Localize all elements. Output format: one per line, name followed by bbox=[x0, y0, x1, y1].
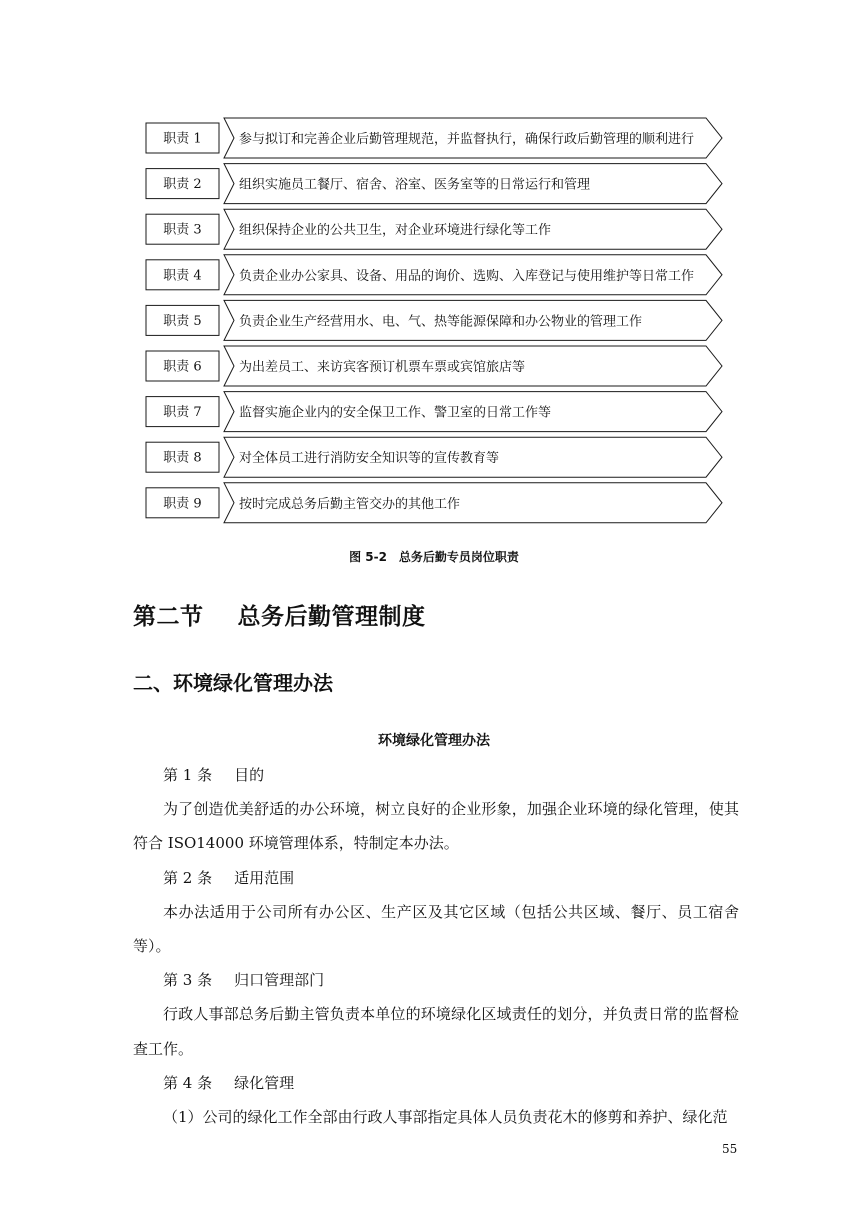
article-2-paragraph: 本办法适用于公司所有办公区、生产区及其它区域（包括公共区域、餐厅、员工宿舍等）。 bbox=[133, 902, 739, 956]
article-number: 第 2 条 bbox=[163, 868, 213, 887]
section-heading bbox=[133, 598, 426, 631]
duty-row-4 bbox=[146, 255, 722, 295]
article-title: 适用范围 bbox=[234, 868, 295, 887]
document-body bbox=[133, 758, 739, 1134]
page-number: 55 bbox=[722, 1142, 738, 1156]
duty-label: 职责 1 bbox=[163, 131, 202, 147]
duty-row-2 bbox=[146, 164, 722, 204]
figure-caption: 图 5-2 总务后勤专员岗位职责 bbox=[349, 550, 519, 564]
duty-label: 职责 8 bbox=[163, 450, 202, 466]
article-3-heading bbox=[133, 963, 739, 997]
article-number: 第 4 条 bbox=[163, 1073, 213, 1092]
duty-description: 为出差员工、来访宾客预订机票车票或宾馆旅店等 bbox=[239, 360, 526, 375]
subsection-heading: 二、环境绿化管理办法 bbox=[133, 671, 333, 695]
duty-diagram bbox=[0, 0, 868, 540]
duty-description: 对全体员工进行消防安全知识等的宣传教育等 bbox=[239, 451, 500, 467]
article-4-paragraph: （1）公司的绿化工作全部由行政人事部指定具体人员负责花木的修剪和养护、绿化范 bbox=[163, 1108, 728, 1127]
document-title: 环境绿化管理办法 bbox=[378, 733, 490, 749]
duty-row-7 bbox=[146, 392, 722, 432]
duty-label: 职责 7 bbox=[163, 405, 202, 421]
article-4-heading bbox=[133, 1066, 739, 1100]
duty-description: 负责企业生产经营用水、电、气、热等能源保障和办公物业的管理工作 bbox=[239, 314, 643, 330]
article-number: 第 1 条 bbox=[163, 766, 213, 784]
duty-description: 组织实施员工餐厅、宿舍、浴室、医务室等的日常运行和管理 bbox=[239, 177, 591, 193]
duty-label: 职责 9 bbox=[163, 496, 202, 512]
article-title: 绿化管理 bbox=[234, 1073, 295, 1092]
duty-description: 负责企业办公家具、设备、用品的询价、选购、入库登记与使用维护等日常工作 bbox=[239, 268, 695, 284]
article-number: 第 3 条 bbox=[163, 971, 213, 990]
duty-row-5 bbox=[146, 300, 722, 340]
article-title: 目的 bbox=[234, 766, 265, 784]
duty-row-3 bbox=[146, 209, 722, 249]
duty-row-8 bbox=[146, 437, 722, 477]
duty-description: 监督实施企业内的安全保卫工作、警卫室的日常工作等 bbox=[239, 405, 552, 421]
duty-label: 职责 3 bbox=[163, 222, 202, 238]
duty-label: 职责 5 bbox=[163, 313, 202, 329]
duty-row-6 bbox=[146, 346, 722, 386]
duty-label: 职责 2 bbox=[163, 177, 202, 193]
duty-row-1 bbox=[146, 118, 722, 158]
article-3-paragraph: 行政人事部总务后勤主管负责本单位的环境绿化区域责任的划分，并负责日常的监督检查工作。 bbox=[133, 1005, 739, 1058]
section-number: 第二节 bbox=[133, 604, 204, 630]
article-1-heading bbox=[133, 758, 739, 792]
duty-description: 组织保持企业的公共卫生，对企业环境进行绿化等工作 bbox=[239, 223, 552, 239]
duty-label: 职责 4 bbox=[163, 268, 202, 284]
duty-description: 按时完成总务后勤主管交办的其他工作 bbox=[239, 496, 461, 512]
article-1-paragraph: 为了创造优美舒适的办公环境，树立良好的企业形象，加强企业环境的绿化管理，使其符合 ISO14000 环境管理体系，特制定本办法。 bbox=[133, 800, 739, 853]
article-title: 归口管理部门 bbox=[234, 971, 325, 990]
duty-description: 参与拟订和完善企业后勤管理规范，并监督执行，确保行政后勤管理的顺利进行 bbox=[239, 132, 695, 147]
duty-label: 职责 6 bbox=[163, 359, 202, 375]
article-2-heading bbox=[133, 861, 739, 895]
section-title: 总务后勤管理制度 bbox=[237, 604, 426, 630]
duty-row-9 bbox=[146, 483, 722, 523]
